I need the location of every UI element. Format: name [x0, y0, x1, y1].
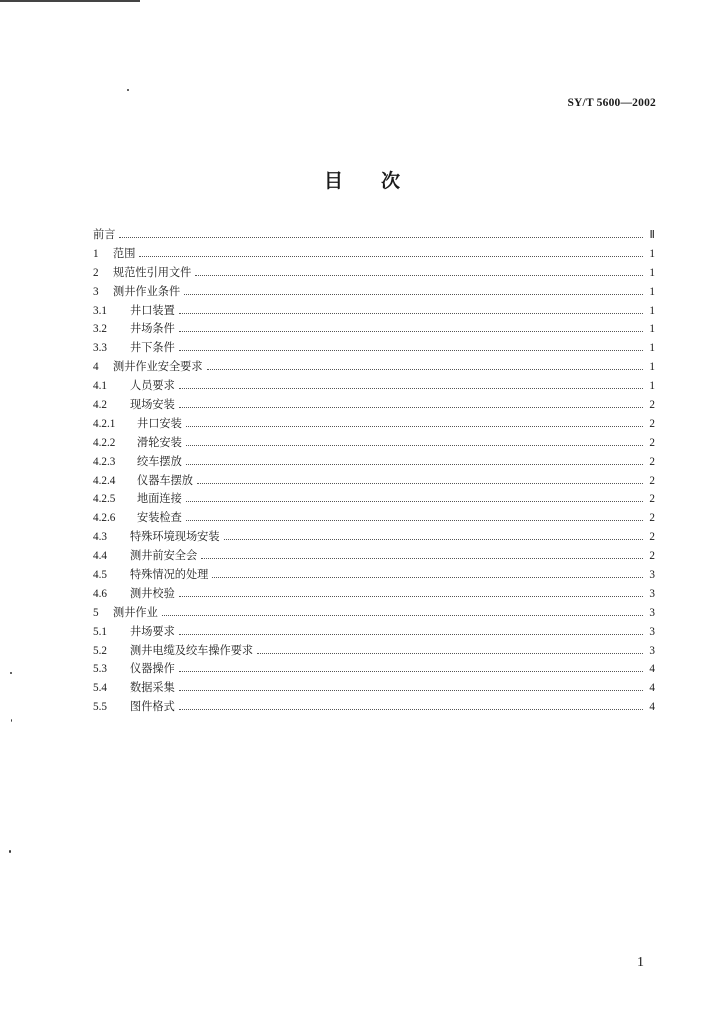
toc-leader-dots: [186, 437, 643, 446]
toc-page: 4: [649, 701, 655, 714]
toc-page: 2: [649, 417, 655, 430]
toc-label: 测井作业条件: [113, 284, 181, 298]
toc-label: 井场要求: [130, 624, 175, 638]
toc-number: 1: [93, 247, 99, 260]
title-char-2: 次: [381, 170, 401, 192]
toc-leader-dots: [119, 229, 643, 238]
toc-leader-dots: [179, 342, 643, 351]
toc-number: 4.4: [93, 550, 107, 563]
page-number: 1: [637, 955, 644, 970]
toc-page: 2: [649, 399, 655, 412]
toc-page: 1: [649, 304, 655, 317]
toc-row: [93, 547, 655, 566]
toc-number: 2: [93, 266, 99, 279]
toc-label: 地面连接: [137, 492, 182, 506]
toc-page: 1: [649, 285, 655, 298]
toc-label: 规范性引用文件: [113, 265, 192, 279]
toc-leader-dots: [186, 493, 643, 502]
toc-page: 3: [649, 569, 655, 582]
toc-page: 2: [649, 550, 655, 563]
toc-row: [93, 283, 655, 302]
toc-page: 3: [649, 644, 655, 657]
toc-leader-dots: [184, 286, 643, 295]
toc-number: 4.6: [93, 587, 107, 600]
toc-row: [93, 642, 655, 661]
toc-number: 3.2: [93, 323, 107, 336]
toc-row: [93, 585, 655, 604]
toc-page: 2: [649, 493, 655, 506]
toc-row: [93, 377, 655, 396]
toc-number: 4.5: [93, 569, 107, 582]
toc-page: 2: [649, 474, 655, 487]
scan-speck: [127, 89, 129, 91]
toc-page: 1: [649, 323, 655, 336]
toc-row: [93, 490, 655, 509]
toc-row: [93, 623, 655, 642]
toc-row: [93, 660, 655, 679]
toc-label: 仪器车摆放: [137, 473, 193, 487]
scan-speck: [9, 850, 11, 853]
toc-label: 绞车摆放: [137, 454, 182, 468]
toc-number: 5.2: [93, 644, 107, 657]
toc-page: 2: [649, 512, 655, 525]
toc-number: 5.1: [93, 625, 107, 638]
toc-leader-dots: [179, 701, 643, 710]
toc-label: 测井校验: [130, 586, 175, 600]
toc-number: 5.5: [93, 701, 107, 714]
toc-number: 4.2.2: [93, 436, 116, 449]
toc-leader-dots: [179, 588, 643, 597]
toc-number: 4.1: [93, 380, 107, 393]
toc-leader-dots: [224, 531, 643, 540]
toc-label: 前言: [93, 228, 116, 241]
toc-page: 3: [649, 625, 655, 638]
toc-leader-dots: [162, 607, 643, 616]
toc-leader-dots: [179, 380, 643, 389]
page-title: [0, 166, 724, 193]
toc-row: [93, 320, 655, 339]
toc-label: 滑轮安装: [137, 435, 182, 449]
toc-page: 1: [649, 380, 655, 393]
toc-label: 现场安装: [130, 398, 175, 412]
toc-page: 1: [649, 361, 655, 374]
toc-leader-dots: [186, 418, 643, 427]
toc-row: [93, 415, 655, 434]
toc-number: 4.2.1: [93, 417, 116, 430]
toc-leader-dots: [197, 475, 643, 484]
toc-row: [93, 604, 655, 623]
toc-leader-dots: [201, 550, 643, 559]
toc-leader-dots: [179, 682, 643, 691]
toc-number: 4.2.5: [93, 493, 116, 506]
toc-number: 3.3: [93, 342, 107, 355]
toc-page: 3: [649, 587, 655, 600]
toc-leader-dots: [179, 663, 643, 672]
toc-page: 1: [649, 266, 655, 279]
toc-label: 井下条件: [130, 341, 175, 355]
toc-page: 2: [649, 531, 655, 544]
toc-row: [93, 339, 655, 358]
toc-page: 3: [649, 606, 655, 619]
scan-edge-mark: [0, 0, 140, 2]
toc-row: [93, 302, 655, 321]
toc-label: 井场条件: [130, 322, 175, 336]
toc-page: 4: [649, 682, 655, 695]
toc-page: 2: [649, 436, 655, 449]
toc-label: 安装检查: [137, 511, 182, 525]
toc-number: 3.1: [93, 304, 107, 317]
toc-page: 2: [649, 455, 655, 468]
toc-row: [93, 509, 655, 528]
toc-leader-dots: [257, 645, 643, 654]
toc-leader-dots: [139, 248, 643, 257]
toc-leader-dots: [179, 323, 643, 332]
toc-number: 5.4: [93, 682, 107, 695]
title-char-1: 目: [323, 170, 343, 192]
scan-speck: [11, 719, 12, 722]
toc-leader-dots: [179, 626, 643, 635]
toc-label: 井口装置: [130, 303, 175, 317]
toc-leader-dots: [212, 569, 643, 578]
toc-number: 4: [93, 361, 99, 374]
toc-page: 1: [649, 342, 655, 355]
toc-number: 5.3: [93, 663, 107, 676]
toc-row: [93, 358, 655, 377]
toc-leader-dots: [186, 456, 643, 465]
toc-label: 井口安装: [137, 416, 182, 430]
toc-page: Ⅱ: [649, 229, 655, 241]
toc-row: [93, 453, 655, 472]
toc-label: 范围: [113, 246, 136, 260]
scan-speck: [10, 672, 12, 674]
toc-leader-dots: [179, 399, 643, 408]
toc-leader-dots: [207, 361, 643, 370]
toc-label: 测井作业安全要求: [113, 360, 203, 374]
toc-number: 4.2: [93, 399, 107, 412]
toc-leader-dots: [195, 267, 643, 276]
toc-row: [93, 566, 655, 585]
toc-row: [93, 698, 655, 717]
toc-row: [93, 434, 655, 453]
standard-code: SY/T 5600—2002: [567, 97, 656, 109]
toc-leader-dots: [186, 512, 643, 521]
toc-row: [93, 226, 655, 245]
toc-label: 人员要求: [130, 379, 175, 393]
toc-label: 数据采集: [130, 681, 175, 695]
toc-leader-dots: [179, 305, 643, 314]
toc-label: 图件格式: [130, 700, 175, 714]
toc-number: 4.3: [93, 531, 107, 544]
toc-page: 1: [649, 247, 655, 260]
toc-number: 5: [93, 606, 99, 619]
toc-label: 测井电缆及绞车操作要求: [130, 643, 254, 657]
table-of-contents: [93, 226, 655, 717]
toc-label: 测井作业: [113, 605, 158, 619]
toc-label: 仪器操作: [130, 662, 175, 676]
toc-label: 特殊情况的处理: [130, 568, 209, 582]
toc-label: 测井前安全会: [130, 549, 198, 563]
toc-row: [93, 264, 655, 283]
toc-number: 3: [93, 285, 99, 298]
toc-row: [93, 528, 655, 547]
toc-row: [93, 679, 655, 698]
toc-label: 特殊环境现场安装: [130, 530, 220, 544]
toc-row: [93, 396, 655, 415]
toc-row: [93, 245, 655, 264]
toc-number: 4.2.4: [93, 474, 116, 487]
toc-row: [93, 472, 655, 491]
toc-page: 4: [649, 663, 655, 676]
toc-number: 4.2.3: [93, 455, 116, 468]
toc-number: 4.2.6: [93, 512, 116, 525]
